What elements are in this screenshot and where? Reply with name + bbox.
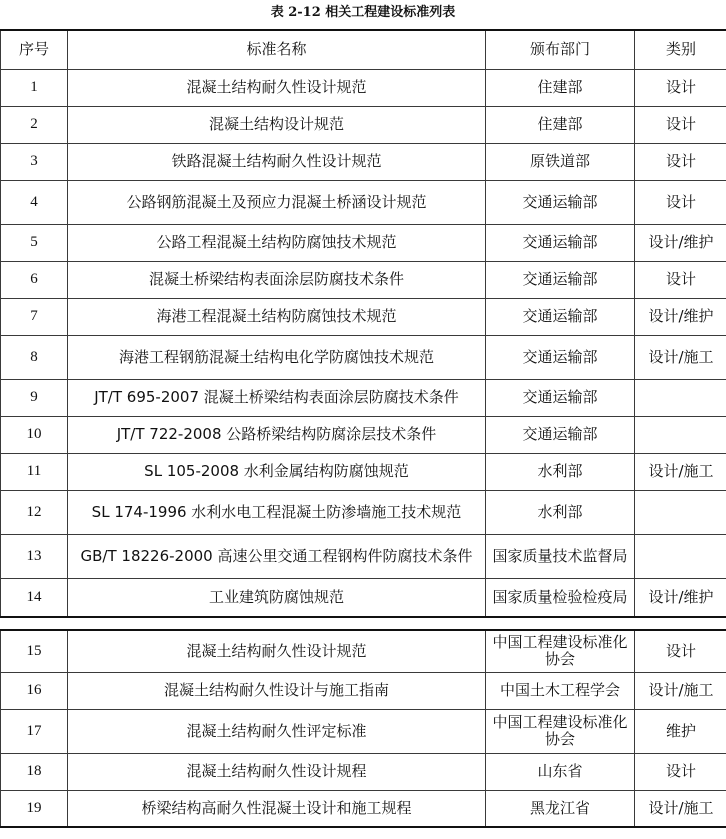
table-row: [1, 298, 726, 335]
category-cell: 设计/施工: [635, 453, 726, 490]
serial-cell: 4: [1, 180, 68, 224]
serial-cell: 10: [1, 416, 68, 453]
category-cell: [635, 534, 726, 578]
serial-cell: 1: [1, 69, 68, 106]
department-cell: 交通运输部: [486, 261, 635, 298]
standard-name-cell: SL 105-2008 水利金属结构防腐蚀规范: [68, 453, 486, 490]
serial-cell: 17: [1, 709, 68, 753]
standard-name-cell: 混凝土桥梁结构表面涂层防腐技术条件: [68, 261, 486, 298]
table-row: [1, 753, 726, 790]
category-cell: 设计: [635, 753, 726, 790]
serial-cell: 18: [1, 753, 68, 790]
category-cell: 设计/维护: [635, 298, 726, 335]
category-cell: 设计/维护: [635, 578, 726, 617]
standard-name-cell: 工业建筑防腐蚀规范: [68, 578, 486, 617]
department-cell: 山东省: [486, 753, 635, 790]
table-row: [1, 490, 726, 534]
serial-cell: 8: [1, 335, 68, 379]
table-row: [1, 453, 726, 490]
department-cell: 中国工程建设标准化协会: [486, 709, 635, 753]
category-cell: 设计/施工: [635, 335, 726, 379]
category-cell: [635, 490, 726, 534]
department-cell: 交通运输部: [486, 416, 635, 453]
category-cell: 设计: [635, 143, 726, 180]
table-row: [1, 416, 726, 453]
serial-cell: 2: [1, 106, 68, 143]
table-row: [1, 180, 726, 224]
table-row: [1, 69, 726, 106]
table-row: [1, 379, 726, 416]
serial-cell: 3: [1, 143, 68, 180]
header-department: 颁布部门: [486, 30, 635, 69]
standard-name-cell: SL 174-1996 水利水电工程混凝土防渗墙施工技术规范: [68, 490, 486, 534]
department-cell: 交通运输部: [486, 224, 635, 261]
department-cell: 国家质量技术监督局: [486, 534, 635, 578]
standard-name-cell: 混凝土结构设计规范: [68, 106, 486, 143]
standard-name-cell: JT/T 695-2007 混凝土桥梁结构表面涂层防腐技术条件: [68, 379, 486, 416]
category-cell: [635, 379, 726, 416]
standard-name-cell: 铁路混凝土结构耐久性设计规范: [68, 143, 486, 180]
category-cell: 设计: [635, 69, 726, 106]
header-standard-name: 标准名称: [68, 30, 486, 69]
standard-name-cell: 公路工程混凝土结构防腐蚀技术规范: [68, 224, 486, 261]
department-cell: 水利部: [486, 453, 635, 490]
serial-cell: 5: [1, 224, 68, 261]
serial-cell: 6: [1, 261, 68, 298]
table-row: [1, 106, 726, 143]
standard-name-cell: 海港工程混凝土结构防腐蚀技术规范: [68, 298, 486, 335]
department-cell: 中国工程建设标准化协会: [486, 630, 635, 672]
department-cell: 中国土木工程学会: [486, 672, 635, 709]
department-cell: 交通运输部: [486, 379, 635, 416]
standard-name-cell: 混凝土结构耐久性设计规程: [68, 753, 486, 790]
serial-cell: 15: [1, 630, 68, 672]
standard-name-cell: 混凝土结构耐久性设计规范: [68, 630, 486, 672]
serial-cell: 9: [1, 379, 68, 416]
table-row: [1, 261, 726, 298]
department-cell: 原铁道部: [486, 143, 635, 180]
standard-name-cell: 混凝土结构耐久性设计规范: [68, 69, 486, 106]
standard-name-cell: 公路钢筋混凝土及预应力混凝土桥涵设计规范: [68, 180, 486, 224]
category-cell: 设计: [635, 261, 726, 298]
standard-name-cell: GB/T 18226-2000 高速公里交通工程钢构件防腐技术条件: [68, 534, 486, 578]
serial-cell: 13: [1, 534, 68, 578]
table-caption: 表 2-12 相关工程建设标准列表: [270, 5, 456, 20]
table-row: [1, 709, 726, 753]
department-cell: 黑龙江省: [486, 790, 635, 827]
standard-name-cell: 混凝土结构耐久性评定标准: [68, 709, 486, 753]
table-header-row: [1, 30, 726, 69]
standard-name-cell: 桥梁结构高耐久性混凝土设计和施工规程: [68, 790, 486, 827]
category-cell: 设计/施工: [635, 790, 726, 827]
table-row: [1, 790, 726, 827]
department-cell: 交通运输部: [486, 335, 635, 379]
table-row: [1, 630, 726, 672]
serial-cell: 14: [1, 578, 68, 617]
table-row: [1, 335, 726, 379]
category-cell: 设计: [635, 180, 726, 224]
department-cell: 国家质量检验检疫局: [486, 578, 635, 617]
serial-cell: 19: [1, 790, 68, 827]
standards-table: [0, 29, 726, 618]
category-cell: [635, 416, 726, 453]
category-cell: 维护: [635, 709, 726, 753]
header-serial: 序号: [1, 30, 68, 69]
category-cell: 设计/施工: [635, 672, 726, 709]
table-row: [1, 224, 726, 261]
standard-name-cell: 海港工程钢筋混凝土结构电化学防腐蚀技术规范: [68, 335, 486, 379]
department-cell: 住建部: [486, 106, 635, 143]
serial-cell: 16: [1, 672, 68, 709]
department-cell: 交通运输部: [486, 298, 635, 335]
department-cell: 住建部: [486, 69, 635, 106]
serial-cell: 11: [1, 453, 68, 490]
category-cell: 设计: [635, 106, 726, 143]
department-cell: 水利部: [486, 490, 635, 534]
standard-name-cell: 混凝土结构耐久性设计与施工指南: [68, 672, 486, 709]
table-row: [1, 672, 726, 709]
department-cell: 交通运输部: [486, 180, 635, 224]
header-category: 类别: [635, 30, 726, 69]
table-row: [1, 143, 726, 180]
category-cell: 设计/维护: [635, 224, 726, 261]
category-cell: 设计: [635, 630, 726, 672]
table-row: [1, 578, 726, 617]
serial-cell: 7: [1, 298, 68, 335]
serial-cell: 12: [1, 490, 68, 534]
table-row: [1, 534, 726, 578]
standards-table-continued: [0, 629, 726, 828]
standard-name-cell: JT/T 722-2008 公路桥梁结构防腐涂层技术条件: [68, 416, 486, 453]
